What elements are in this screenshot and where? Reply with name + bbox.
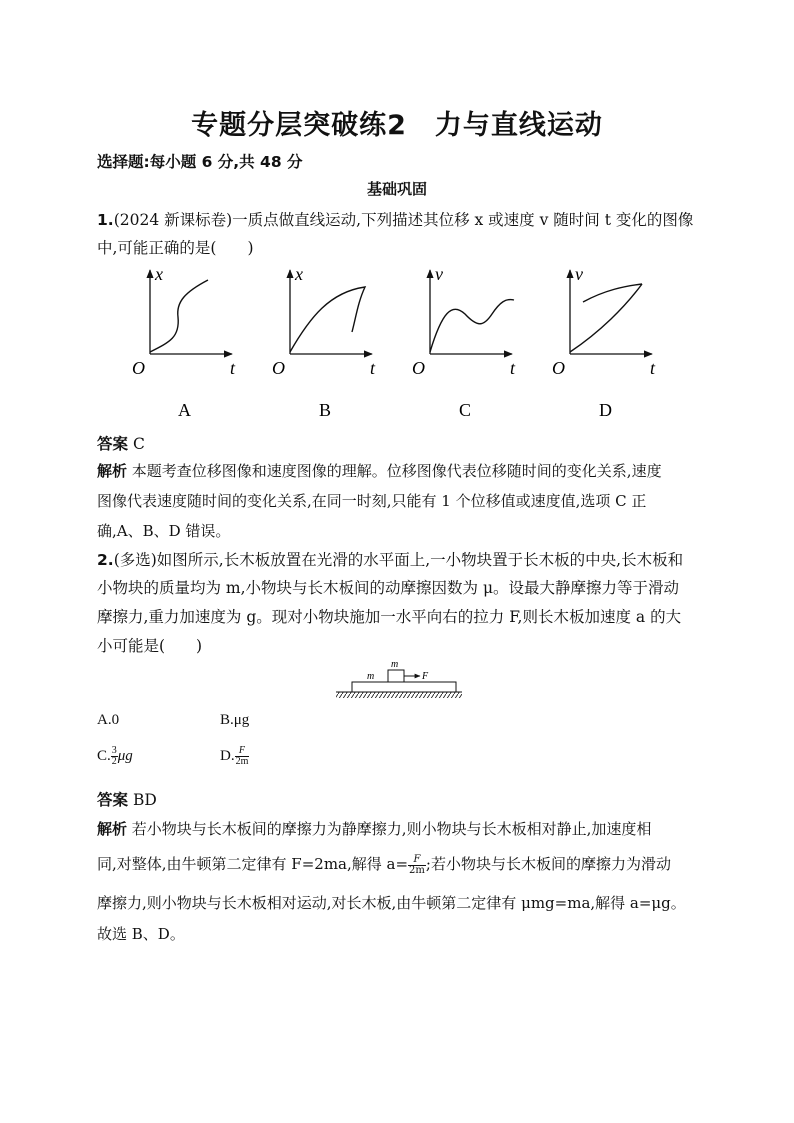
- q2-explain-label: 解析: [97, 820, 128, 838]
- q1-stem-line2: 中,可能正确的是( ): [97, 239, 254, 257]
- graph-b: [272, 264, 376, 420]
- board-mass-label: m: [367, 671, 375, 682]
- q2-stem-line1: (多选)如图所示,长木板放置在光滑的水平面上,一小物块置于长木板的中央,长木板和: [113, 551, 684, 569]
- option-c-suffix: μg: [117, 747, 133, 764]
- option-c-num: 3: [111, 745, 117, 756]
- graph-c: [412, 264, 516, 420]
- option-b: B.μg: [220, 712, 250, 728]
- q2-stem-line4: 小可能是( ): [97, 637, 203, 655]
- graph-d-y-label: v: [575, 264, 583, 284]
- option-c-den: 2: [111, 756, 117, 767]
- q1-explain-line3: 确,A、B、D 错误。: [97, 522, 231, 540]
- graph-c-label: C: [459, 400, 472, 420]
- q2-answer-value: BD: [132, 791, 157, 809]
- small-block: [388, 670, 404, 682]
- graph-d-origin: O: [552, 358, 565, 378]
- graph-a: [132, 264, 236, 420]
- page-title: 专题分层突破练2 力与直线运动: [191, 110, 603, 141]
- q1-explain-label: 解析: [97, 462, 128, 480]
- q1-explain-line2: 图像代表速度随时间的变化关系,在同一时刻,只能有 1 个位移值或速度值,选项 C 正: [97, 492, 647, 510]
- option-d-fraction: [235, 746, 250, 767]
- q1-stem-line1: (2024 新课标卷)一质点做直线运动,下列描述其位移 x 或速度 v 随时间 t 变化的图像: [113, 211, 694, 229]
- graph-c-y-label: v: [435, 264, 443, 284]
- q2-line1: [97, 548, 683, 570]
- q1-answer-value: C: [132, 435, 145, 453]
- graph-b-y-label: x: [295, 264, 303, 284]
- graph-a-label: A: [178, 400, 191, 420]
- option-d-num: F: [235, 746, 250, 757]
- q2-explain-line2: [97, 853, 671, 876]
- q1-line1: [97, 208, 693, 230]
- q2-explain-frac-den: 2m: [409, 864, 425, 876]
- option-d-prefix: D.: [220, 747, 235, 764]
- q2-explain-line4: 故选 B、D。: [97, 925, 185, 943]
- q2-stem-line3: 摩擦力,重力加速度为 g。现对小物块施加一水平向右的拉力 F,则长木板加速度 a 的大: [97, 608, 682, 626]
- option-c-fraction: [111, 746, 118, 767]
- option-c-prefix: C.: [97, 747, 111, 764]
- graph-d: [552, 264, 656, 420]
- block-mass-label: m: [391, 659, 399, 670]
- q2-explain-line3: 摩擦力,则小物块与长木板相对运动,对长木板,由牛顿第二定律有 μmg=ma,解得 a=μg。: [97, 894, 686, 912]
- q2-figure: [334, 658, 464, 702]
- long-board: [352, 682, 456, 692]
- q1-explain-text1: 本题考查位移图像和速度图像的理解。位移图像代表位移随时间的变化关系,速度: [131, 462, 662, 480]
- section-heading: 基础巩固: [366, 180, 427, 198]
- ground: [336, 692, 462, 698]
- q2-explain-text2b: ;若小物块与长木板间的摩擦力为滑动: [425, 855, 671, 873]
- q1-answer-label: 答案: [97, 435, 129, 453]
- q2-answer-label: 答案: [97, 791, 129, 809]
- q2-number: 2.: [97, 551, 114, 569]
- graph-b-label: B: [319, 400, 332, 420]
- q1-explain-line1: [97, 460, 662, 481]
- option-a: A.0: [97, 712, 120, 728]
- q1-answer: [97, 432, 145, 454]
- q2-stem-line2: 小物块的质量均为 m,小物块与长木板间的动摩擦因数为 μ。设最大静摩擦力等于滑动: [97, 579, 680, 597]
- graph-d-label: D: [599, 400, 612, 420]
- graph-a-y-label: x: [155, 264, 163, 284]
- subtitle: 选择题:每小题 6 分,共 48 分: [97, 153, 303, 171]
- q2-explain-fraction: [408, 855, 426, 876]
- graph-a-x-label: t: [230, 358, 236, 378]
- q1-number: 1.: [97, 211, 114, 229]
- graph-a-origin: O: [132, 358, 145, 378]
- graph-c-x-label: t: [510, 358, 516, 378]
- graph-b-origin: O: [272, 358, 285, 378]
- q1-graphs: [120, 262, 680, 422]
- q2-answer: [97, 788, 157, 810]
- graph-b-x-label: t: [370, 358, 376, 378]
- q2-explain-line1: [97, 818, 651, 839]
- q2-explain-text1: 若小物块与长木板间的摩擦力为静摩擦力,则小物块与长木板相对静止,加速度相: [131, 820, 652, 838]
- q2-explain-text2a: 同,对整体,由牛顿第二定律有 F=2ma,解得 a=: [97, 855, 409, 873]
- option-d: [220, 746, 249, 767]
- force-label: F: [422, 671, 429, 682]
- q2-explain-frac-num: F: [408, 855, 426, 866]
- graph-d-x-label: t: [650, 358, 656, 378]
- option-c: [97, 746, 133, 767]
- graph-c-origin: O: [412, 358, 425, 378]
- option-d-den: 2m: [235, 756, 249, 767]
